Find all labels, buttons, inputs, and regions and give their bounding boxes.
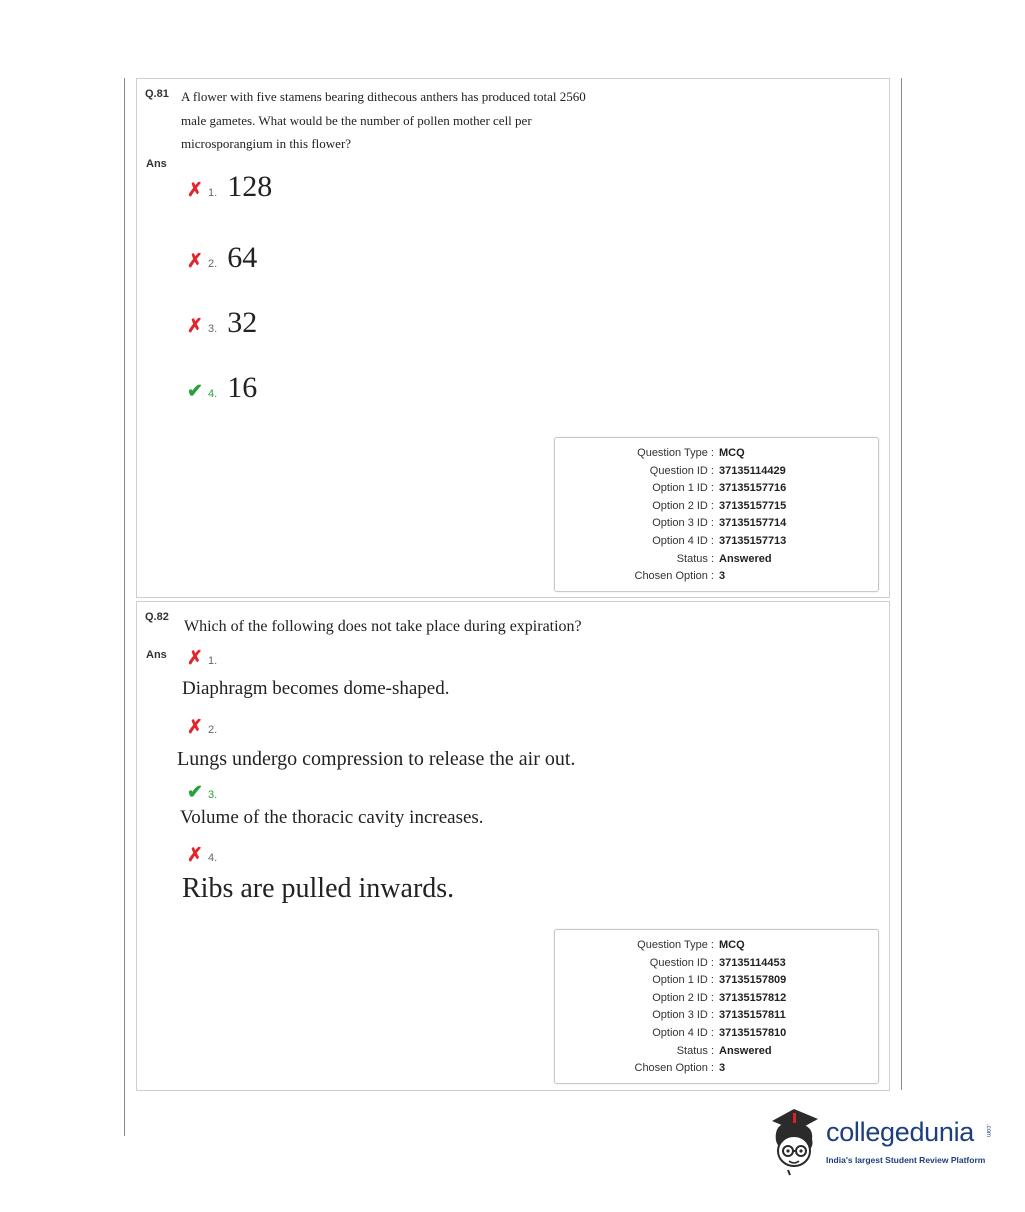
check-icon: ✔ [187, 782, 203, 803]
answer-label: Ans [146, 649, 167, 661]
option-3 [187, 306, 257, 340]
left-margin-line [124, 78, 125, 1136]
cross-icon: ✗ [187, 180, 203, 201]
option-number: 4. [208, 852, 218, 864]
cross-icon: ✗ [187, 316, 203, 337]
option-2-text: Lungs undergo compression to release the air out. [177, 748, 576, 770]
answer-label: Ans [146, 158, 167, 170]
cross-icon: ✗ [187, 251, 203, 272]
option-number: 2. [208, 258, 218, 270]
question-line: A flower with five stamens bearing dithecous anthers has produced total 2560 [181, 89, 586, 104]
question-meta-panel: Question Type : MCQ Question ID : 37135114429 Option 1 ID : 37135157716 Option 2 ID : 37135157715 Option 3 ID : 37135157714 Option 4 ID : 37135157713 Status : Answered Chosen Option : 3 [554, 437, 879, 592]
logo-wordmark: collegedunia [826, 1117, 975, 1147]
option-number: 3. [208, 789, 218, 801]
option-value: 128 [227, 170, 273, 203]
cross-icon: ✗ [187, 845, 203, 866]
mascot-icon [766, 1105, 824, 1177]
question-text: Which of the following does not take place during expiration? [184, 618, 582, 635]
option-3-text: Volume of the thoracic cavity increases. [180, 807, 484, 828]
option-value: 16 [227, 371, 258, 404]
check-icon: ✔ [187, 381, 203, 402]
collegedunia-logo[interactable] [766, 1105, 994, 1177]
cross-icon: ✗ [187, 717, 203, 738]
option-2 [187, 241, 257, 275]
question-81-panel [136, 78, 890, 598]
option-value: 32 [227, 306, 258, 339]
cross-icon: ✗ [187, 648, 203, 669]
option-number: 1. [208, 655, 218, 667]
question-meta-panel: Question Type : MCQ Question ID : 37135114453 Option 1 ID : 37135157809 Option 2 ID : 37135157812 Option 3 ID : 37135157811 Option 4 ID : 37135157810 Status : Answered Chosen Option : 3 [554, 929, 879, 1084]
question-text [181, 85, 586, 156]
option-1-marker [187, 649, 217, 668]
question-82-panel [136, 601, 890, 1091]
question-line: male gametes. What would be the number of pollen mother cell per [181, 112, 532, 128]
option-number: 1. [208, 187, 218, 199]
question-number: Q.82 [145, 611, 169, 623]
logo-tagline: India's largest Student Review Platform [826, 1155, 986, 1165]
option-number: 3. [208, 323, 218, 335]
question-line: microsporangium in this flower? [181, 136, 352, 151]
right-margin-line [901, 78, 902, 1090]
option-1-text: Diaphragm becomes dome-shaped. [182, 678, 450, 699]
option-1 [187, 170, 272, 204]
option-value: 64 [227, 241, 258, 274]
question-number: Q.81 [145, 88, 169, 100]
option-number: 4. [208, 388, 218, 400]
option-4-text: Ribs are pulled inwards. [182, 873, 455, 904]
option-3-marker [187, 783, 217, 802]
option-2-marker [187, 718, 217, 737]
option-4 [187, 371, 257, 405]
option-number: 2. [208, 724, 218, 736]
logo-suffix: .com [985, 1124, 991, 1138]
option-4-marker [187, 846, 217, 865]
